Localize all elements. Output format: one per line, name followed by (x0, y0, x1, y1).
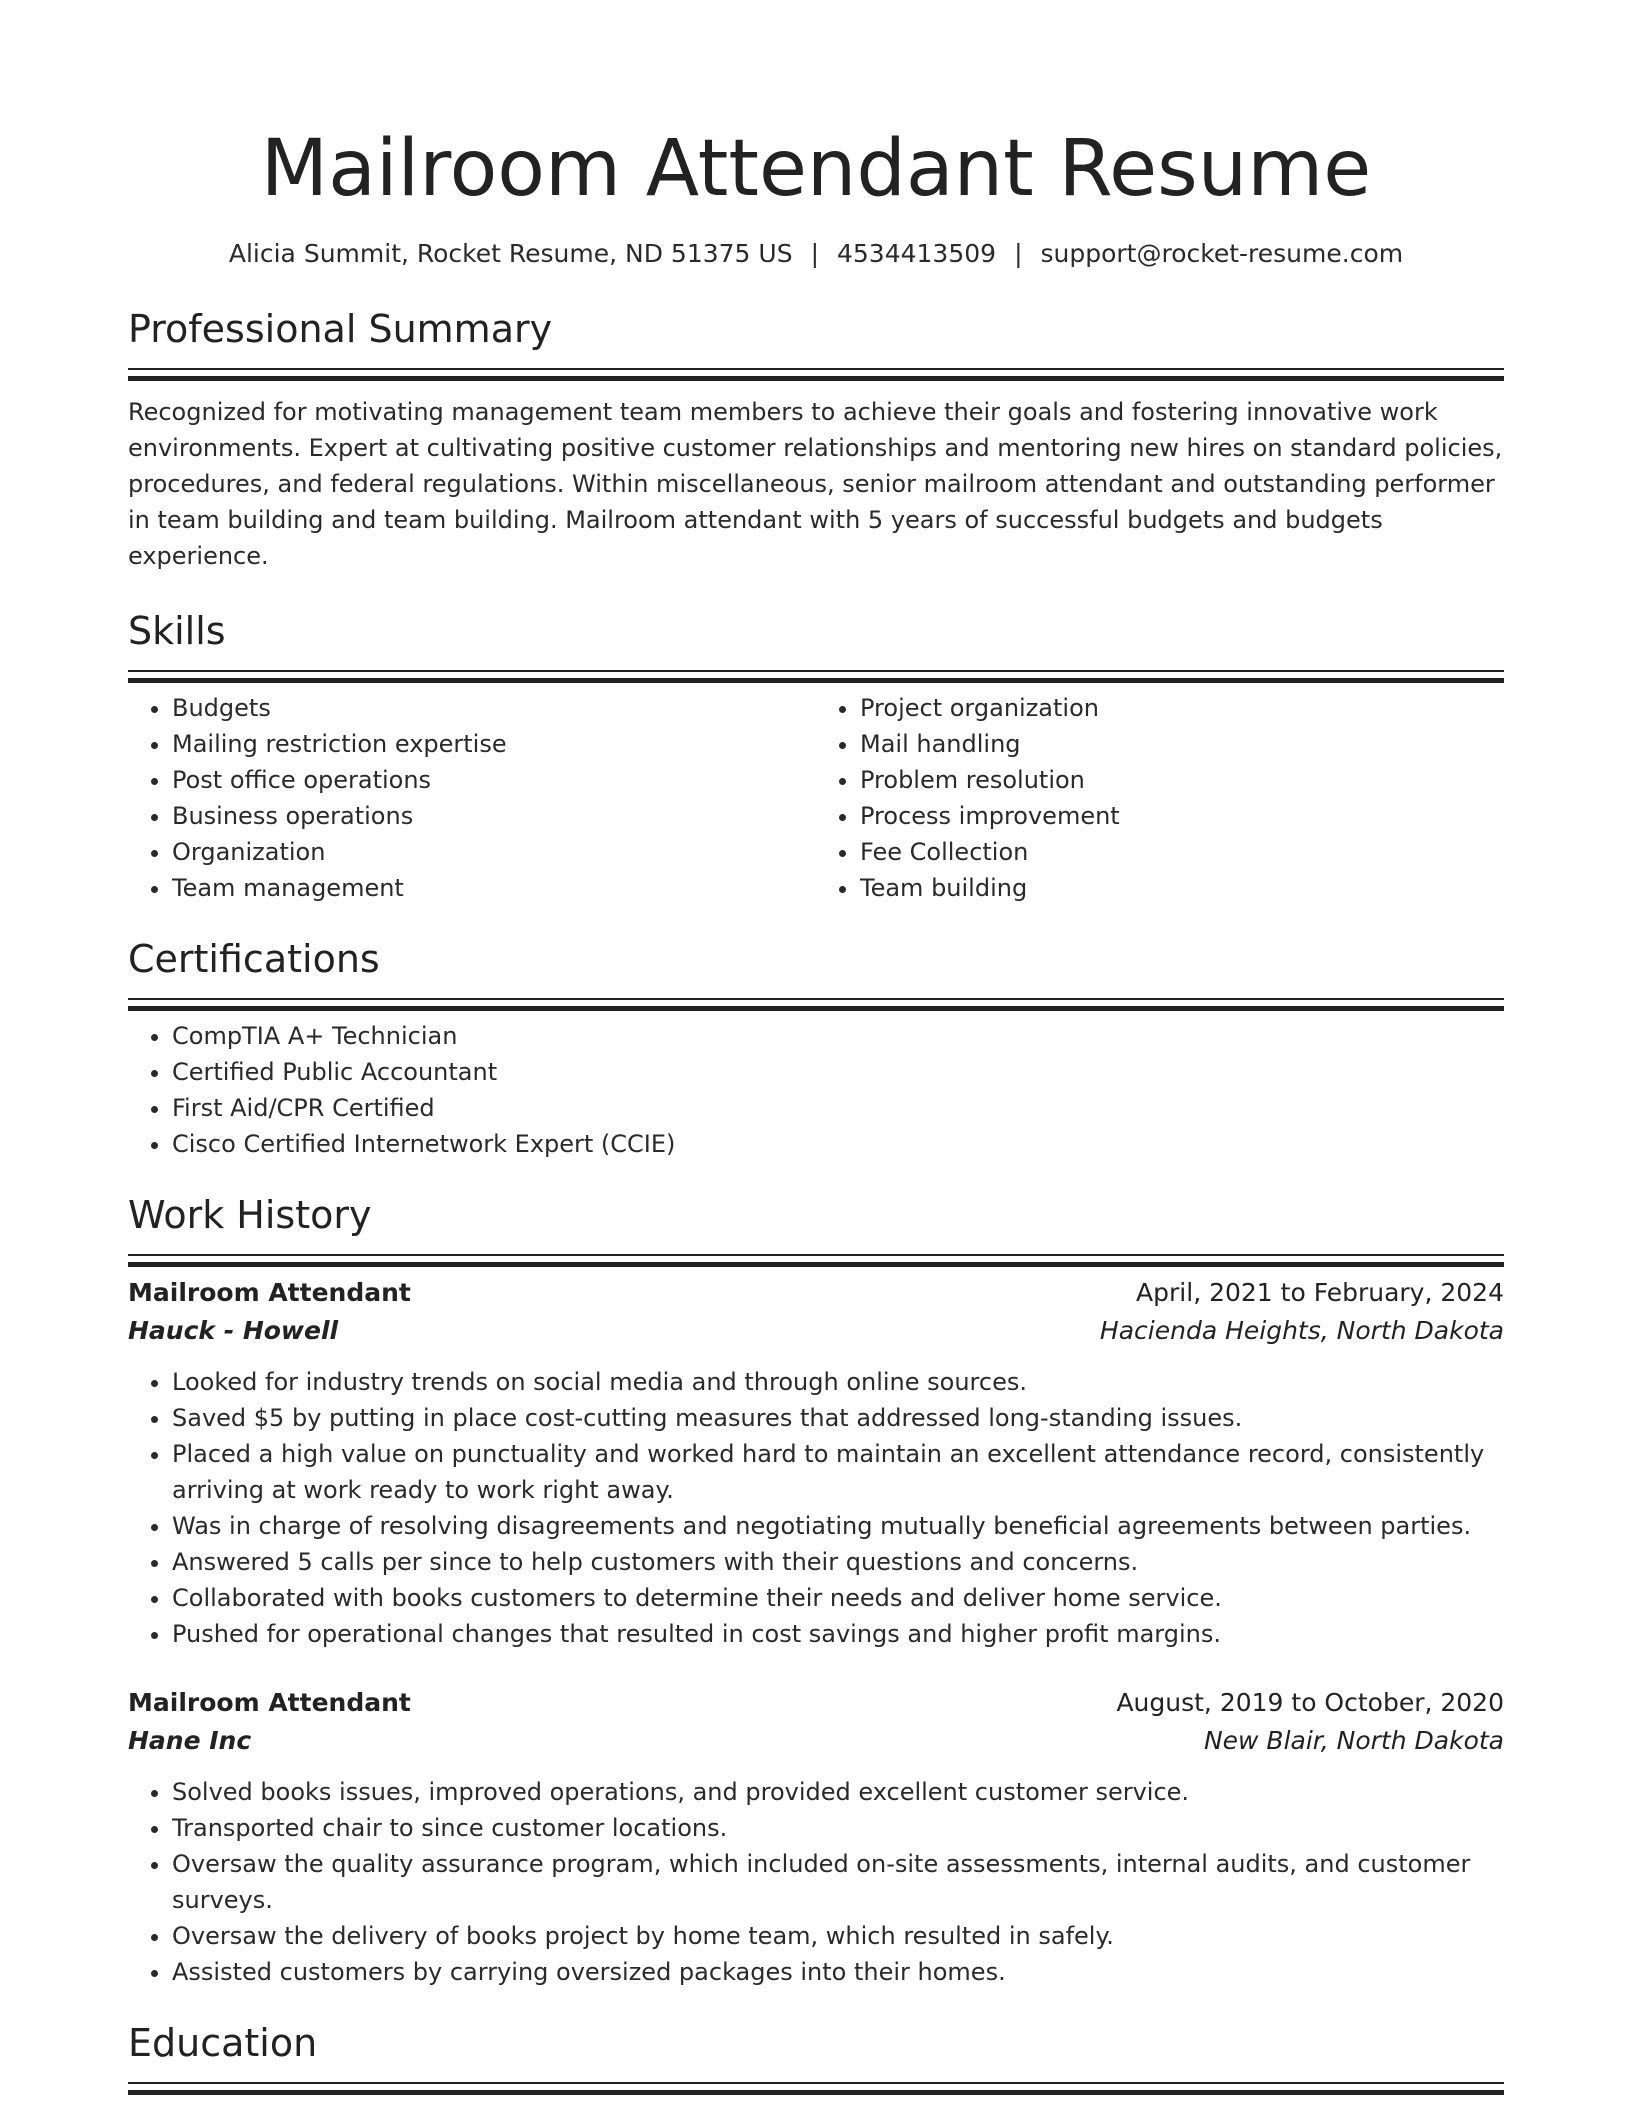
job-bullet: • Transported chair to since customer locations. (172, 1810, 1504, 1846)
skill-item: • Post office operations (172, 762, 816, 798)
job-company: Hane Inc (128, 1726, 252, 1755)
section-divider (128, 368, 1504, 370)
job-location: New Blair, North Dakota (1203, 1726, 1504, 1755)
job-dates: August, 2019 to October, 2020 (1116, 1688, 1504, 1717)
skill-item: • Project organization (860, 690, 1504, 726)
contact-separator: | (1014, 239, 1023, 268)
skill-item: • Budgets (172, 690, 816, 726)
job-title: Mailroom Attendant (128, 1278, 411, 1307)
job-header (128, 1274, 1504, 1312)
skills-list-right (816, 690, 1504, 906)
skill-item: • Process improvement (860, 798, 1504, 834)
skill-item: • Organization (172, 834, 816, 870)
job-dates: April, 2021 to February, 2024 (1136, 1278, 1504, 1307)
skills-section (128, 606, 1504, 906)
education-heading: Education (128, 2021, 318, 2065)
certifications-section (128, 934, 1504, 1162)
skill-item: • Team management (172, 870, 816, 906)
resume-title: Mailroom Attendant Resume (260, 124, 1372, 214)
certifications-heading: Certifications (128, 937, 380, 981)
section-divider (128, 1254, 1504, 1256)
section-divider (128, 670, 1504, 672)
job-bullet: • Solved books issues, improved operations, and provided excellent customer service. (172, 1774, 1504, 1810)
summary-section (128, 304, 1504, 574)
skill-item: • Mailing restriction expertise (172, 726, 816, 762)
job-header (128, 1684, 1504, 1722)
job-entry (128, 1274, 1504, 1652)
job-bullet: • Was in charge of resolving disagreements and negotiating mutually beneficial agreements between parties. (172, 1508, 1504, 1544)
job-title: Mailroom Attendant (128, 1688, 411, 1717)
work-history-heading: Work History (128, 1193, 372, 1237)
contact-email: support@rocket-resume.com (1040, 239, 1404, 268)
contact-separator: | (810, 239, 819, 268)
skills-heading: Skills (128, 609, 226, 653)
contact-phone: 4534413509 (837, 239, 997, 268)
job-bullet: • Placed a high value on punctuality and worked hard to maintain an excellent attendance record, consistently arriving at work ready to work right away. (172, 1436, 1504, 1508)
contact-address: Alicia Summit, Rocket Resume, ND 51375 US (228, 239, 793, 268)
job-bullet: • Saved $5 by putting in place cost-cutting measures that addressed long-standing issues. (172, 1400, 1504, 1436)
summary-text: Recognized for motivating management team members to achieve their goals and fostering innovative work environments. Expert at cultivating positive customer relationships and mentoring new hires on standard policies, procedures, and federal regulations. Within miscellaneous, senior mailroom attendant and outstanding performer in team building and team building. Mailroom attendant with 5 years of successful budgets and budgets experience. (128, 398, 1503, 570)
job-location: Hacienda Heights, North Dakota (1099, 1316, 1504, 1345)
skill-item: • Problem resolution (860, 762, 1504, 798)
certification-item: • First Aid/CPR Certified (172, 1090, 1504, 1126)
job-subheader (128, 1312, 1504, 1350)
job-entry (128, 1684, 1504, 1990)
section-divider (128, 2082, 1504, 2084)
certifications-list (128, 1018, 1504, 1162)
skills-list-left (128, 690, 816, 906)
resume-page (128, 0, 1504, 2084)
job-bullets (128, 1364, 1504, 1652)
section-divider (128, 998, 1504, 1000)
job-bullet: • Oversaw the quality assurance program, which included on-site assessments, internal audits, and customer surveys. (172, 1846, 1504, 1918)
certification-item: • Cisco Certified Internetwork Expert (CCIE) (172, 1126, 1504, 1162)
skills-columns (128, 690, 1504, 906)
contact-line (128, 236, 1504, 272)
job-bullet: • Assisted customers by carrying oversized packages into their homes. (172, 1954, 1504, 1990)
summary-heading: Professional Summary (128, 307, 553, 351)
certification-item: • CompTIA A+ Technician (172, 1018, 1504, 1054)
job-bullets (128, 1774, 1504, 1990)
certification-item: • Certified Public Accountant (172, 1054, 1504, 1090)
education-section (128, 2018, 1504, 2084)
job-bullet: • Looked for industry trends on social media and through online sources. (172, 1364, 1504, 1400)
skill-item: • Team building (860, 870, 1504, 906)
skill-item: • Mail handling (860, 726, 1504, 762)
skill-item: • Fee Collection (860, 834, 1504, 870)
skill-item: • Business operations (172, 798, 816, 834)
job-bullet: • Collaborated with books customers to determine their needs and deliver home service. (172, 1580, 1504, 1616)
job-bullet: • Answered 5 calls per since to help customers with their questions and concerns. (172, 1544, 1504, 1580)
work-history-section (128, 1190, 1504, 1990)
job-company: Hauck - Howell (128, 1316, 339, 1345)
job-bullet: • Oversaw the delivery of books project by home team, which resulted in safely. (172, 1918, 1504, 1954)
job-subheader (128, 1722, 1504, 1760)
job-bullet: • Pushed for operational changes that resulted in cost savings and higher profit margins. (172, 1616, 1504, 1652)
